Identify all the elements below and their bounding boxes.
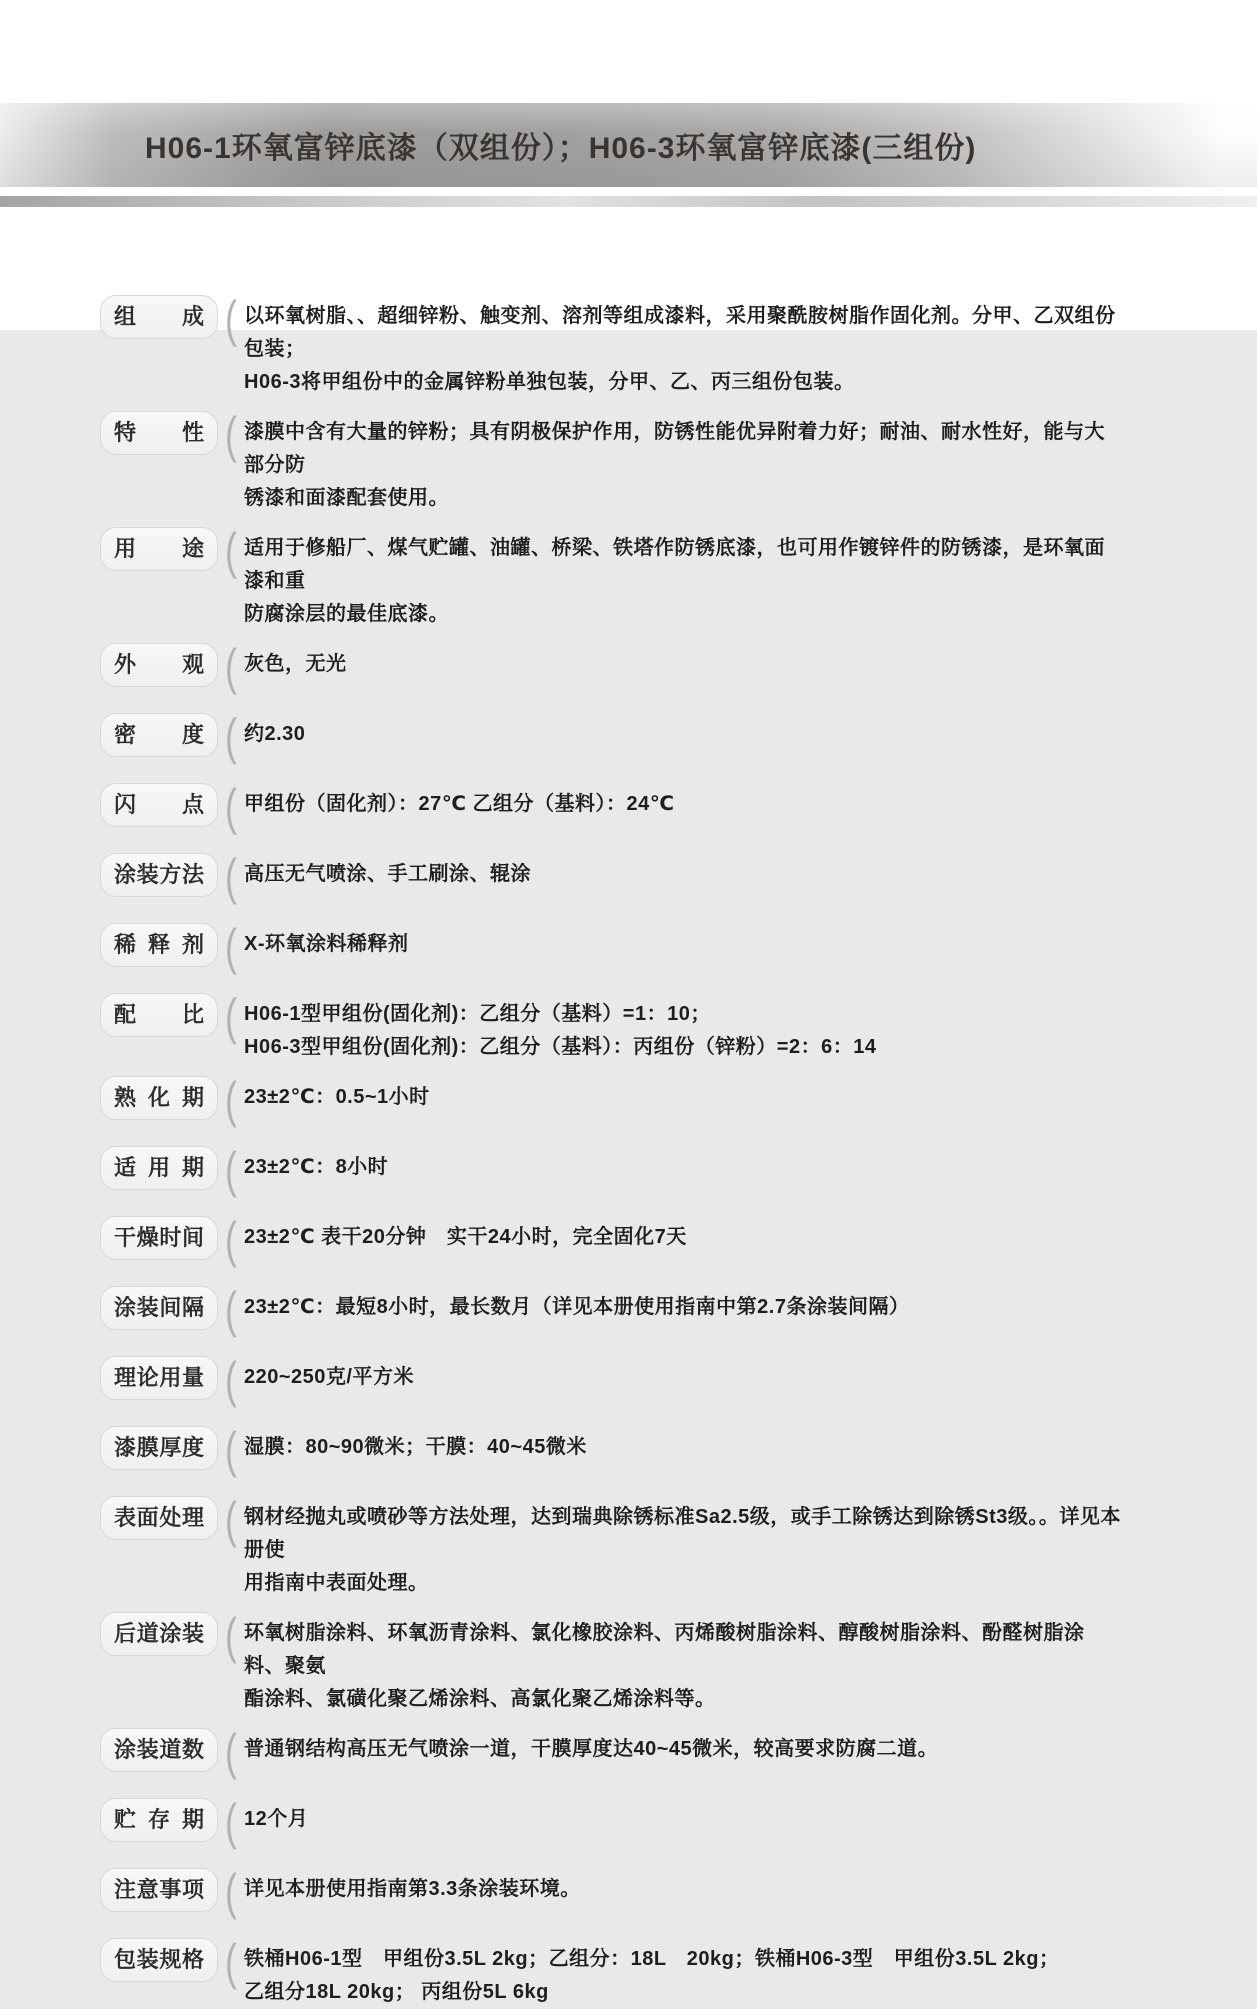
spec-row <box>100 1142 1125 1198</box>
spec-label: 闪点 <box>100 783 218 827</box>
spec-value-line: 乙组分18L 20kg； 丙组份5L 6kg <box>244 1981 549 2003</box>
spec-value-line: 锈漆和面漆配套使用。 <box>244 487 449 509</box>
spec-value-line: 酯涂料、氯磺化聚乙烯涂料、高氯化聚乙烯涂料等。 <box>244 1688 716 1710</box>
spec-value <box>244 1286 1125 1324</box>
spec-row <box>100 1072 1125 1128</box>
open-paren-glyph: ( <box>225 407 237 463</box>
spec-value <box>244 1426 1125 1464</box>
spec-value-line: 普通钢结构高压无气喷涂一道，干膜厚度达40~45微米，较高要求防腐二道。 <box>244 1738 939 1760</box>
spec-label: 外观 <box>100 643 218 687</box>
open-paren-glyph: ( <box>225 1072 237 1128</box>
open-paren-glyph: ( <box>225 1724 237 1780</box>
spec-value-line: 约2.30 <box>244 723 306 745</box>
spec-value-line: 12个月 <box>244 1808 309 1830</box>
open-paren-glyph: ( <box>225 709 237 765</box>
open-paren-glyph: ( <box>225 1352 237 1408</box>
spec-value <box>244 411 1125 515</box>
open-paren-glyph: ( <box>225 1282 237 1338</box>
spec-value <box>244 783 1125 821</box>
spec-label: 涂装间隔 <box>100 1286 218 1330</box>
spec-value-line: 铁桶H06-1型 甲组份3.5L 2kg；乙组分：18L 20kg；铁桶H06-3型 甲组份3.5L 2kg； <box>244 1948 1060 1970</box>
spec-value <box>244 1868 1125 1906</box>
spec-row <box>100 1794 1125 1850</box>
spec-value-line: 220~250克/平方米 <box>244 1366 414 1388</box>
spec-row <box>100 639 1125 695</box>
spec-label: 贮存期 <box>100 1798 218 1842</box>
spec-sheet <box>0 207 1257 2009</box>
spec-value-line: X-环氧涂料稀释剂 <box>244 933 409 955</box>
spec-value-line: 用指南中表面处理。 <box>244 1572 429 1594</box>
spec-value-line: 23±2℃：最短8小时，最长数月（详见本册使用指南中第2.7条涂装间隔） <box>244 1296 910 1318</box>
spec-value <box>244 1356 1125 1394</box>
spec-row <box>100 919 1125 975</box>
spec-value-line: 防腐涂层的最佳底漆。 <box>244 603 449 625</box>
open-paren-glyph: ( <box>225 523 237 579</box>
spec-value <box>244 1146 1125 1184</box>
spec-row <box>100 709 1125 765</box>
spec-row <box>100 1724 1125 1780</box>
spec-value <box>244 295 1125 399</box>
open-paren-glyph: ( <box>225 1422 237 1478</box>
banner-gap <box>0 187 1257 196</box>
spec-label: 组成 <box>100 295 218 339</box>
open-paren-glyph: ( <box>225 1934 237 1990</box>
spec-label: 涂装方法 <box>100 853 218 897</box>
spec-value-line: 高压无气喷涂、手工刷涂、辊涂 <box>244 863 531 885</box>
spec-label: 包装规格 <box>100 1938 218 1982</box>
spec-value-line: 详见本册使用指南第3.3条涂装环境。 <box>244 1878 581 1900</box>
spec-value-line: H06-1型甲组份(固化剂)：乙组分（基料）=1：10； <box>244 1003 711 1025</box>
spec-label: 稀释剂 <box>100 923 218 967</box>
title-banner <box>0 103 1257 187</box>
spec-label: 表面处理 <box>100 1496 218 1540</box>
open-paren-glyph: ( <box>225 1608 237 1664</box>
spec-value-line: 适用于修船厂、煤气贮罐、油罐、桥梁、铁塔作防锈底漆，也可用作镀锌件的防锈漆，是环氧面漆和重 <box>244 537 1105 592</box>
open-paren-glyph: ( <box>225 919 237 975</box>
spec-label: 配比 <box>100 993 218 1037</box>
spec-value <box>244 1076 1125 1114</box>
spec-label: 注意事项 <box>100 1868 218 1912</box>
spec-value <box>244 923 1125 961</box>
spec-label: 漆膜厚度 <box>100 1426 218 1470</box>
spec-row <box>100 523 1125 631</box>
spec-value <box>244 1798 1125 1836</box>
spec-label: 用途 <box>100 527 218 571</box>
spec-value-line: 甲组份（固化剂）：27℃ 乙组分（基料）：24℃ <box>244 793 675 815</box>
spec-value <box>244 713 1125 751</box>
spec-row <box>100 1422 1125 1478</box>
spec-value <box>244 1496 1125 1600</box>
spec-row <box>100 1212 1125 1268</box>
spec-value-line: 23±2℃：8小时 <box>244 1156 389 1178</box>
open-paren-glyph: ( <box>225 639 237 695</box>
spec-label: 特性 <box>100 411 218 455</box>
metal-divider-stripe <box>0 196 1257 207</box>
spec-label: 适用期 <box>100 1146 218 1190</box>
spec-value-line: 钢材经抛丸或喷砂等方法处理，达到瑞典除锈标准Sa2.5级，或手工除锈达到除锈St3级。。详见本册使 <box>244 1506 1121 1561</box>
page-top-margin <box>0 0 1257 103</box>
spec-value-line: 23±2℃ 表干20分钟 实干24小时，完全固化7天 <box>244 1226 687 1248</box>
open-paren-glyph: ( <box>225 1794 237 1850</box>
spec-value-line: 以环氧树脂、、超细锌粉、触变剂、溶剂等组成漆料，采用聚酰胺树脂作固化剂。分甲、乙双组份包装； <box>244 305 1116 360</box>
spec-row <box>100 779 1125 835</box>
open-paren-glyph: ( <box>225 779 237 835</box>
page-title: H06-1环氧富锌底漆（双组份）；H06-3环氧富锌底漆(三组份) <box>145 132 977 165</box>
open-paren-glyph: ( <box>225 1492 237 1548</box>
spec-value <box>244 1216 1125 1254</box>
spec-value-line: H06-3型甲组份(固化剂)：乙组分（基料）：丙组份（锌粉）=2：6：14 <box>244 1036 877 1058</box>
spec-value <box>244 643 1125 681</box>
spec-row <box>100 1492 1125 1600</box>
spec-value <box>244 1728 1125 1766</box>
spec-value-line: 漆膜中含有大量的锌粉；具有阴极保护作用，防锈性能优异附着力好；耐油、耐水性好，能与大部分防 <box>244 421 1105 476</box>
spec-row <box>100 1608 1125 1716</box>
spec-row <box>100 1934 1125 2009</box>
spec-label: 熟化期 <box>100 1076 218 1120</box>
open-paren-glyph: ( <box>225 1142 237 1198</box>
open-paren-glyph: ( <box>225 1864 237 1920</box>
spec-row <box>100 291 1125 399</box>
spec-row <box>100 1282 1125 1338</box>
spec-value-line: 环氧树脂涂料、环氧沥青涂料、氯化橡胶涂料、丙烯酸树脂涂料、醇酸树脂涂料、酚醛树脂涂料、聚氨 <box>244 1622 1085 1677</box>
spec-label: 理论用量 <box>100 1356 218 1400</box>
spec-row <box>100 1352 1125 1408</box>
spec-value <box>244 993 1125 1064</box>
open-paren-glyph: ( <box>225 849 237 905</box>
open-paren-glyph: ( <box>225 1212 237 1268</box>
spec-row <box>100 849 1125 905</box>
open-paren-glyph: ( <box>225 291 237 347</box>
spec-label: 涂装道数 <box>100 1728 218 1772</box>
spec-value-line: 湿膜：80~90微米；干膜：40~45微米 <box>244 1436 587 1458</box>
spec-value-line: 灰色，无光 <box>244 653 347 675</box>
spec-row <box>100 989 1125 1064</box>
spec-row <box>100 407 1125 515</box>
spec-label: 密度 <box>100 713 218 757</box>
spec-value-line: 23±2℃：0.5~1小时 <box>244 1086 430 1108</box>
spec-value <box>244 1612 1125 1716</box>
spec-row <box>100 1864 1125 1920</box>
spec-value-line: H06-3将甲组份中的金属锌粉单独包装，分甲、乙、丙三组份包装。 <box>244 371 855 393</box>
spec-value <box>244 853 1125 891</box>
spec-label: 后道涂装 <box>100 1612 218 1656</box>
spec-value <box>244 527 1125 631</box>
spec-value <box>244 1938 1125 2009</box>
open-paren-glyph: ( <box>225 989 237 1045</box>
spec-label: 干燥时间 <box>100 1216 218 1260</box>
